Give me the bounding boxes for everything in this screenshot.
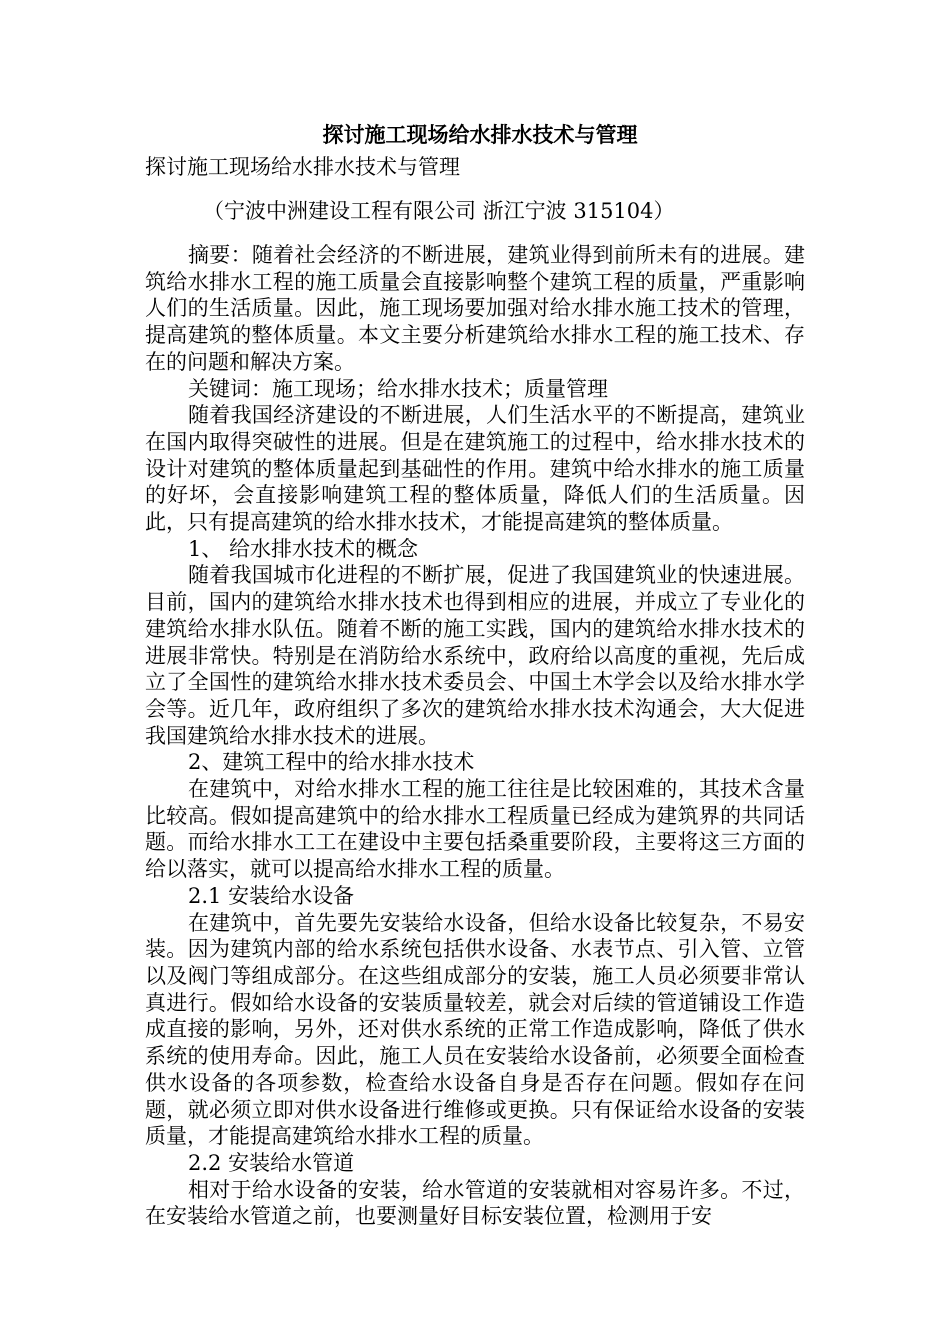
abstract-paragraph: 摘要：随着社会经济的不断进展，建筑业得到前所未有的进展。建筑给水排水工程的施工质量会直接影响整个建筑工程的质量，严重影响人们的生活质量。因此，施工现场要加强对给水排水施工技术的管理，提高建筑的整体质量。本文主要分析建筑给水排水工程的施工技术、存在的问题和解决方案。 [145, 243, 805, 374]
body-paragraph: 在建筑中，首先要先安装给水设备，但给水设备比较复杂，不易安装。因为建筑内部的给水系统包括供水设备、水表节点、引入管、立管以及阀门等组成部分。在这些组成部分的安装，施工人员必须要非常认真进行。假如给水设备的安装质量较差，就会对后续的管道铺设工作造成直接的影响，另外，还对供水系统的正常工作造成影响，降低了供水系统的使用寿命。因此，施工人员在安装给水设备前，必须要全面检查供水设备的各项参数，检查给水设备自身是否存在问题。假如存在问题，就必须立即对供水设备进行维修或更换。只有保证给水设备的安装质量，才能提高建筑给水排水工程的质量。 [145, 910, 805, 1149]
document-title: 探讨施工现场给水排水技术与管理 [322, 122, 638, 147]
body-paragraph: 随着我国城市化进程的不断扩展，促进了我国建筑业的快速进展。目前，国内的建筑给水排水技术也得到相应的进展，并成立了专业化的建筑给水排水队伍。随着不断的施工实践，国内的建筑给水排水技术的进展非常快。特别是在消防给水系统中，政府给以高度的重视，先后成立了全国性的建筑给水排水技术委员会、中国土木学会以及给水排水学会等。近几年，政府组织了多次的建筑给水排水技术沟通会，大大促进我国建筑给水排水技术的进展。 [145, 563, 805, 748]
intro-paragraph: 随着我国经济建设的不断进展，人们生活水平的不断提高，建筑业在国内取得突破性的进展。但是在建筑施工的过程中，给水排水技术的设计对建筑的整体质量起到基础性的作用。建筑中给水排水的施工质量的好坏，会直接影响建筑工程的整体质量，降低人们的生活质量。因此，只有提高建筑的给水排水技术，才能提高建筑的整体质量。 [145, 403, 805, 535]
section-heading-1: 1、 给水排水技术的概念 [188, 536, 419, 561]
author-affiliation: （宁波中洲建设工程有限公司 浙江宁波 315104） [203, 199, 675, 223]
body-paragraph: 在建筑中，对给水排水工程的施工往往是比较困难的，其技术含量比较高。假如提高建筑中的给水排水工程质量已经成为建筑界的共同话题。而给水排水工工在建设中主要包括桑重要阶段，主要将这三方面的给以落实，就可以提高给水排水工程的质量。 [145, 777, 805, 882]
body-paragraph: 相对于给水设备的安装，给水管道的安装就相对容易许多。不过，在安装给水管道之前，也要测量好目标安装位置，检测用于安 [145, 1177, 805, 1229]
subsection-heading-2-2: 2.2 安装给水管道 [188, 1150, 355, 1175]
section-heading-2: 2、建筑工程中的给水排水技术 [188, 750, 475, 775]
subsection-heading-2-1: 2.1 安装给水设备 [188, 883, 355, 908]
document-subtitle: 探讨施工现场给水排水技术与管理 [145, 155, 460, 179]
keywords-paragraph: 关键词：施工现场；给水排水技术；质量管理 [188, 376, 608, 401]
document-page [145, 118, 805, 1230]
document-body [145, 242, 805, 1230]
